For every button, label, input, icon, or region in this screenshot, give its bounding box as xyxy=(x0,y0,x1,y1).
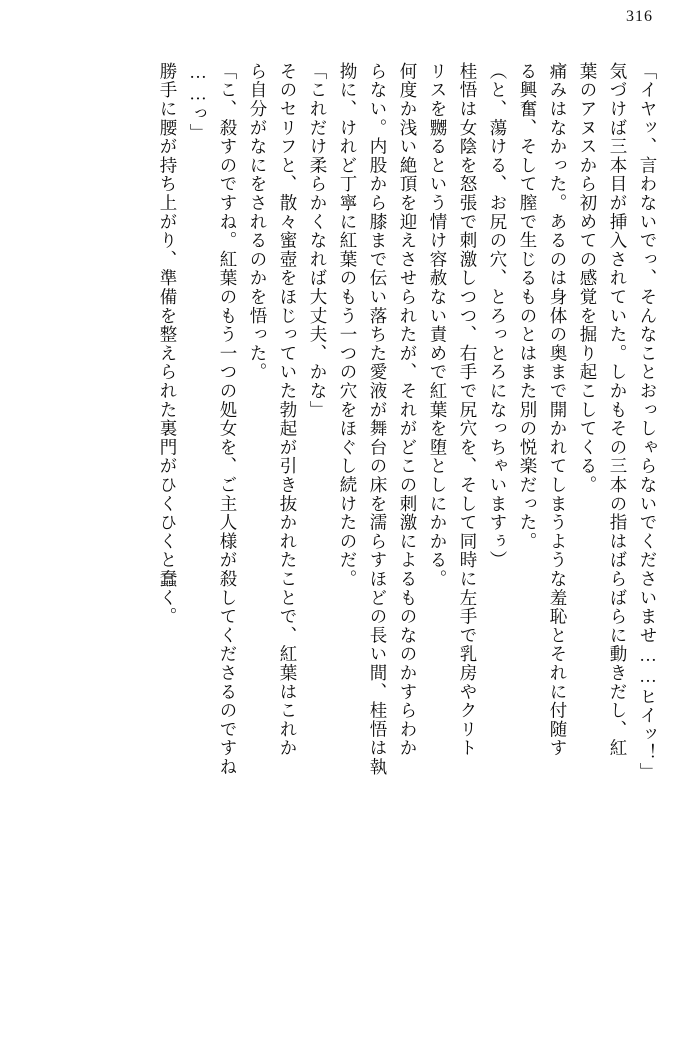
text-line: 気づけば三本目が挿入されていた。しかもその三本の指はばらばらに動きだし、紅 xyxy=(608,62,628,758)
text-line: そのセリフと、散々蜜壺をほじっていた勃起が引き抜かれたことで、紅葉はこれか xyxy=(278,62,298,758)
text-line: （と、蕩ける、お尻の穴、とろっとろになっちゃいますぅ） xyxy=(488,62,508,570)
page-number: 316 xyxy=(626,8,653,25)
text-line: 葉のアヌスから初めての感覚を掘り起こしてくる。 xyxy=(578,62,598,495)
text-line: 勝手に腰が持ち上がり、準備を整えられた裏門がひくひくと蠢く。 xyxy=(158,62,178,626)
text-line: 桂悟は女陰を怒張で刺激しつつ、右手で尻穴を、そして同時に左手で乳房やクリト xyxy=(458,62,478,758)
text-line: らない。内股から膝まで伝い落ちた愛液が舞台の床を濡らすほどの長い間、桂悟は執 xyxy=(368,62,388,777)
text-line: 「イヤッ、言わないでっ、そんなことおっしゃらないでくださいませ……ヒイッ！」 xyxy=(638,62,658,782)
text-line: 何度か浅い絶頂を迎えさせられたが、それがどこの刺激によるものなのかすらわか xyxy=(398,62,418,758)
vertical-text-body xyxy=(26,62,663,1022)
text-line: る興奮、そして膣で生じるものとはまた別の悦楽だった。 xyxy=(518,62,538,551)
text-line: 「これだけ柔らかくなれば大丈夫、かな」 xyxy=(308,62,328,420)
text-line: 痛みはなかった。あるのは身体の奥まで開かれてしまうような羞恥とそれに付随す xyxy=(548,62,568,758)
text-line: 「こ、殺すのですね。紅葉のもう一つの処女を、ご主人様が殺してくださるのですね xyxy=(218,62,238,777)
text-line: ら自分がなにをされるのかを悟った。 xyxy=(248,62,268,382)
text-line: ……っ」 xyxy=(188,62,208,143)
text-line: 拗に、けれど丁寧に紅葉のもう一つの穴をほぐし続けたのだ。 xyxy=(338,62,358,589)
text-line: リスを嬲るという情け容赦ない責めで紅葉を堕としにかかる。 xyxy=(428,62,448,589)
